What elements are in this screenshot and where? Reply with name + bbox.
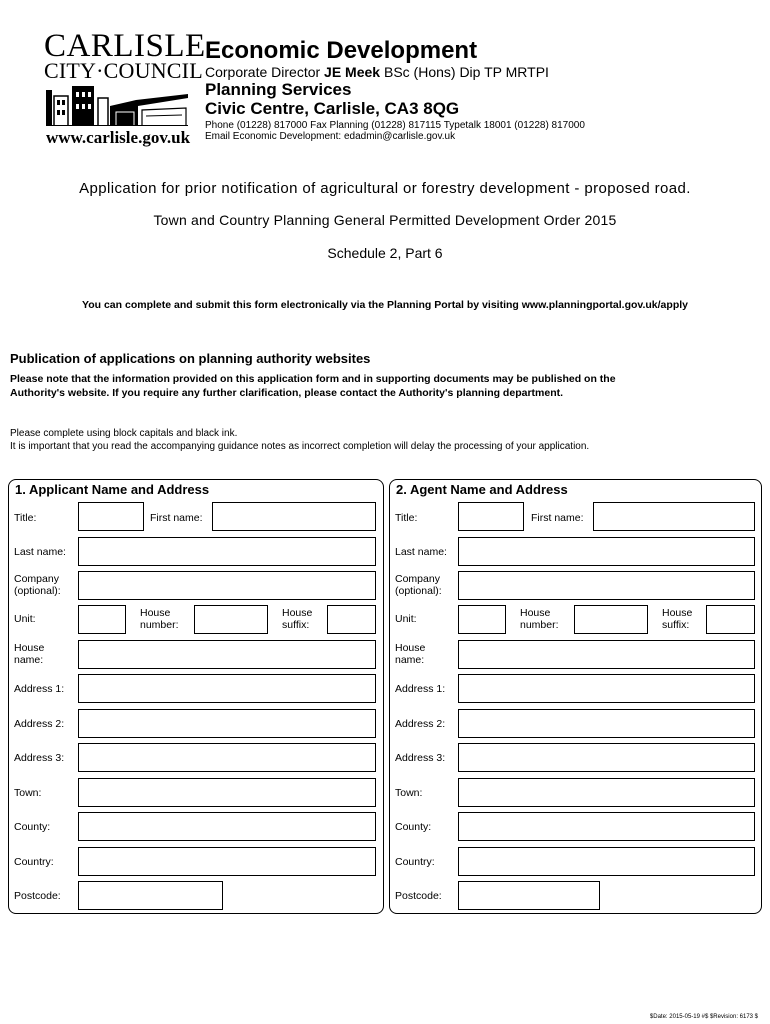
applicant-company-label-2: (optional):	[14, 585, 61, 597]
agent-title-field[interactable]	[458, 502, 524, 531]
agent-house-suffix-label-1: House	[662, 607, 693, 619]
instructions-line1: Please complete using block capitals and black ink.	[10, 428, 238, 439]
applicant-house-name-label	[14, 642, 44, 666]
agent-postcode-label: Postcode:	[395, 890, 442, 902]
applicant-panel	[8, 479, 384, 914]
applicant-last-name-field[interactable]	[78, 537, 376, 566]
agent-house-suffix-field[interactable]	[706, 605, 755, 634]
agent-company-label-2: (optional):	[395, 585, 442, 597]
publication-note-line2: Authority's website. If you require any further clarification, please contact the Authority's planning department.	[10, 387, 564, 399]
applicant-country-field[interactable]	[78, 847, 376, 876]
applicant-address3-label: Address 3:	[14, 752, 65, 764]
applicant-house-suffix-label-2: suffix:	[282, 619, 310, 631]
applicant-address3-field[interactable]	[78, 743, 376, 772]
council-address: Civic Centre, Carlisle, CA3 8QG	[205, 99, 460, 118]
applicant-house-name-label-2: name:	[14, 654, 44, 666]
applicant-company-field[interactable]	[78, 571, 376, 600]
applicant-house-number-label-1: House	[140, 607, 171, 619]
logo-carlisle-text: CARLISLE	[44, 28, 206, 64]
applicant-house-number-label	[140, 607, 179, 631]
applicant-title-label: Title:	[14, 512, 37, 524]
applicant-unit-field[interactable]	[78, 605, 126, 634]
agent-house-name-field[interactable]	[458, 640, 755, 669]
agent-county-label: County:	[395, 821, 432, 833]
form-schedule: Schedule 2, Part 6	[327, 245, 443, 261]
department-title: Economic Development	[205, 37, 478, 64]
director-prefix: Corporate Director	[205, 64, 321, 80]
agent-unit-field[interactable]	[458, 605, 506, 634]
applicant-address2-label: Address 2:	[14, 718, 65, 730]
agent-first-name-field[interactable]	[593, 502, 755, 531]
applicant-address1-label: Address 1:	[14, 683, 65, 695]
applicant-house-suffix-label	[282, 607, 312, 631]
planning-portal-note: You can complete and submit this form electronically via the Planning Portal by visiting www.planningportal.gov.uk/apply	[82, 299, 688, 311]
applicant-house-number-field[interactable]	[194, 605, 268, 634]
agent-address2-field[interactable]	[458, 709, 755, 738]
logo-url: www.carlisle.gov.uk	[46, 128, 191, 147]
agent-last-name-field[interactable]	[458, 537, 755, 566]
agent-house-name-label	[395, 642, 425, 666]
agent-company-label-1: Company	[395, 573, 440, 585]
applicant-house-name-field[interactable]	[78, 640, 376, 669]
agent-house-number-label	[520, 607, 559, 631]
agent-first-name-label: First name:	[531, 512, 584, 524]
form-title: Application for prior notification of agricultural or forestry development - proposed road.	[79, 180, 691, 197]
instructions-line2: It is important that you read the accompanying guidance notes as incorrect completion will delay the processing of your application.	[10, 441, 590, 452]
publication-note-line1: Please note that the information provided on this application form and in supporting documents may be published on the	[10, 373, 616, 385]
agent-company-field[interactable]	[458, 571, 755, 600]
director-quals: BSc (Hons) Dip TP MRTPI	[383, 64, 549, 80]
applicant-county-label: County:	[14, 821, 51, 833]
agent-house-name-label-2: name:	[395, 654, 425, 666]
applicant-company-label-1: Company	[14, 573, 59, 585]
agent-town-field[interactable]	[458, 778, 755, 807]
agent-address1-field[interactable]	[458, 674, 755, 703]
agent-panel	[389, 479, 762, 914]
applicant-county-field[interactable]	[78, 812, 376, 841]
contact-email: Email Economic Development: edadmin@carlisle.gov.uk	[205, 131, 456, 142]
agent-house-suffix-label	[662, 607, 692, 631]
agent-town-label: Town:	[395, 787, 423, 799]
applicant-panel-title: 1. Applicant Name and Address	[15, 482, 210, 497]
agent-postcode-field[interactable]	[458, 881, 600, 910]
agent-address3-label: Address 3:	[395, 752, 446, 764]
applicant-unit-label: Unit:	[14, 613, 36, 625]
applicant-house-number-label-2: number:	[140, 619, 179, 631]
agent-house-name-label-1: House	[395, 642, 426, 654]
applicant-house-name-label-1: House	[14, 642, 45, 654]
applicant-last-name-label: Last name:	[14, 546, 66, 558]
service-name: Planning Services	[205, 80, 352, 99]
form-legislation: Town and Country Planning General Permitted Development Order 2015	[153, 212, 617, 228]
applicant-postcode-label: Postcode:	[14, 890, 61, 902]
agent-last-name-label: Last name:	[395, 546, 447, 558]
contact-phone: Phone (01228) 817000 Fax Planning (01228) 817115 Typetalk 18001 (01228) 817000	[205, 120, 585, 131]
revision-footer: $Date: 2015-05-19 #$ $Revision: 6173 $	[649, 1014, 758, 1020]
applicant-town-label: Town:	[14, 787, 42, 799]
applicant-first-name-field[interactable]	[212, 502, 376, 531]
applicant-town-field[interactable]	[78, 778, 376, 807]
agent-country-field[interactable]	[458, 847, 755, 876]
applicant-house-suffix-label-1: House	[282, 607, 313, 619]
publication-heading: Publication of applications on planning authority websites	[10, 351, 371, 366]
applicant-address1-field[interactable]	[78, 674, 376, 703]
applicant-company-label	[14, 573, 61, 597]
agent-house-number-field[interactable]	[574, 605, 648, 634]
director-name: JE Meek	[324, 64, 381, 80]
agent-unit-label: Unit:	[395, 613, 417, 625]
agent-address3-field[interactable]	[458, 743, 755, 772]
applicant-title-field[interactable]	[78, 502, 144, 531]
applicant-first-name-label: First name:	[150, 512, 203, 524]
applicant-address2-field[interactable]	[78, 709, 376, 738]
agent-panel-title: 2. Agent Name and Address	[396, 482, 568, 497]
director-line	[205, 64, 549, 80]
logo-council-text: CITY·COUNCIL	[44, 58, 203, 83]
applicant-country-label: Country:	[14, 856, 54, 868]
agent-country-label: Country:	[395, 856, 435, 868]
agent-address1-label: Address 1:	[395, 683, 446, 695]
agent-address2-label: Address 2:	[395, 718, 446, 730]
council-building-logo	[46, 82, 188, 126]
applicant-house-suffix-field[interactable]	[327, 605, 376, 634]
agent-house-suffix-label-2: suffix:	[662, 619, 690, 631]
applicant-postcode-field[interactable]	[78, 881, 223, 910]
agent-company-label	[395, 573, 442, 597]
agent-title-label: Title:	[395, 512, 418, 524]
agent-house-number-label-1: House	[520, 607, 551, 619]
agent-county-field[interactable]	[458, 812, 755, 841]
agent-house-number-label-2: number:	[520, 619, 559, 631]
